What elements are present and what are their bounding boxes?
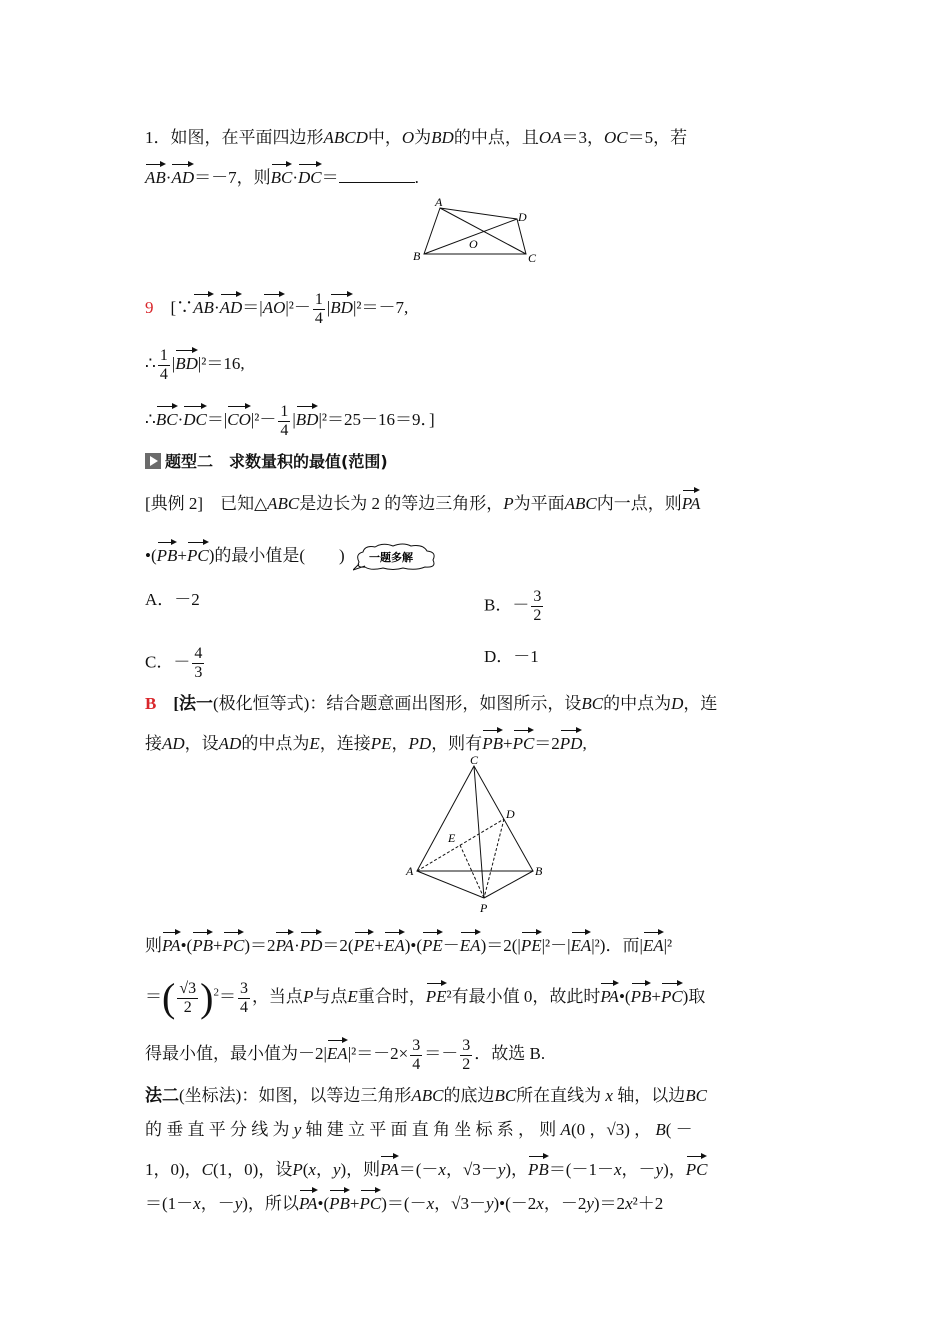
label-B: B bbox=[535, 864, 543, 878]
text: ∴ bbox=[145, 410, 156, 429]
vector-PE: PE bbox=[422, 928, 443, 958]
var: P bbox=[503, 494, 514, 513]
answer: B bbox=[145, 694, 157, 713]
problem1-line2: AB·AD＝－7，则BC·DC＝ . bbox=[145, 160, 810, 190]
option-label: B． bbox=[484, 595, 513, 615]
option-C[interactable] bbox=[145, 645, 445, 682]
text: |²＝－7, bbox=[352, 298, 409, 317]
fraction: $\frac{1}{4}$ bbox=[314, 290, 323, 327]
vector-PB: PB bbox=[157, 538, 178, 568]
label-D: D bbox=[518, 210, 527, 224]
text: 如图，在平面四边形 bbox=[170, 128, 324, 147]
text: √3 bbox=[451, 1194, 469, 1213]
fraction: $\frac{3}{4}$ bbox=[412, 1036, 421, 1073]
vector-PC: PC bbox=[686, 1152, 708, 1182]
text: ，则有 bbox=[431, 734, 483, 753]
vector-PC: PC bbox=[661, 979, 683, 1009]
text: ，－2 bbox=[543, 1194, 587, 1213]
text: ， bbox=[315, 1160, 333, 1179]
method-head: [法一 bbox=[173, 694, 214, 713]
text: ＝3， bbox=[561, 128, 605, 147]
vector-EA: EA bbox=[384, 928, 405, 958]
text: )•( bbox=[404, 936, 423, 955]
text: 得最小值，最小值为－2| bbox=[145, 1044, 327, 1063]
fraction: $\frac{3}{2}$ bbox=[462, 1036, 471, 1073]
paren-close: ) bbox=[200, 975, 214, 1020]
vector-EA: EA bbox=[327, 1036, 348, 1066]
var: AD bbox=[162, 734, 185, 753]
vector-AO: AO bbox=[263, 290, 286, 320]
vector-EA: EA bbox=[571, 928, 592, 958]
text: ，连接 bbox=[319, 734, 371, 753]
text: 接 bbox=[145, 734, 162, 753]
vector-PA: PA bbox=[682, 486, 701, 516]
text: ＝ bbox=[145, 986, 162, 1006]
text: 的底边 bbox=[443, 1086, 495, 1105]
var: B bbox=[655, 1120, 666, 1139]
text: 所在直线为 bbox=[516, 1086, 602, 1105]
vector-EA: EA bbox=[460, 928, 481, 958]
text: (坐标法) bbox=[179, 1086, 242, 1105]
vector-PA: PA bbox=[162, 928, 181, 958]
var: y bbox=[497, 1160, 506, 1179]
vector-PC: PC bbox=[513, 726, 535, 756]
vector-PB: PB bbox=[528, 1152, 549, 1182]
solution1-line3: ∴BC·DC＝|CO|²－ $\frac{1}{4}$ |BD|²＝25－16＝9．] bbox=[145, 402, 435, 439]
vector-PA: PA bbox=[299, 1186, 318, 1216]
text: + bbox=[177, 546, 187, 565]
text: (极化恒等式) bbox=[213, 694, 310, 713]
var: OC bbox=[604, 128, 628, 147]
text: •( bbox=[145, 546, 157, 565]
text: •( bbox=[180, 936, 193, 955]
var: y bbox=[234, 1194, 243, 1213]
vector-PA: PA bbox=[380, 1152, 399, 1182]
vector-PC: PC bbox=[360, 1186, 382, 1216]
text: ＝ bbox=[321, 168, 339, 187]
option-label: D． bbox=[484, 647, 514, 666]
var: BC bbox=[581, 694, 604, 713]
text: 是边长为 2 的等边三角形， bbox=[299, 494, 504, 513]
text: ．故选 B. bbox=[474, 1044, 546, 1063]
segment-PD bbox=[484, 819, 504, 898]
vector-DC: DC bbox=[183, 402, 207, 432]
var: y bbox=[293, 1120, 302, 1139]
text: ²有最小值 0，故此时 bbox=[446, 986, 601, 1006]
var: x bbox=[536, 1194, 544, 1213]
var: P bbox=[302, 986, 314, 1006]
var: y bbox=[485, 1194, 494, 1213]
text: 的中点，且 bbox=[453, 128, 539, 147]
text: 1，0)， bbox=[145, 1160, 202, 1179]
text: 的中点为 bbox=[241, 734, 310, 753]
text: )的最小值是( ) bbox=[208, 546, 345, 565]
text: － bbox=[442, 936, 460, 955]
vector-BD: BD bbox=[330, 290, 353, 320]
vector-AD: AD bbox=[171, 160, 194, 190]
text: 为 bbox=[414, 128, 432, 147]
segment-AP bbox=[417, 871, 484, 898]
var: x bbox=[426, 1194, 435, 1213]
text: ，－ bbox=[621, 1160, 656, 1179]
text: . bbox=[414, 168, 419, 187]
label-P: P bbox=[480, 901, 488, 915]
text: 重合时， bbox=[357, 986, 426, 1006]
text: )， bbox=[505, 1160, 529, 1179]
fraction: $\frac{3}{4}$ bbox=[239, 979, 248, 1016]
var: y bbox=[332, 1160, 341, 1179]
text: － bbox=[468, 1194, 486, 1213]
var: E bbox=[309, 734, 320, 753]
text: 轴 建 立 平 面 直 角 坐 标 系 ， 则 bbox=[305, 1120, 557, 1139]
fraction: $\frac{1}{4}$ bbox=[280, 402, 289, 439]
label-C: C bbox=[528, 251, 537, 265]
var: x bbox=[613, 1160, 622, 1179]
solution1-line1: 9 [∵AB·AD＝|AO|²－ $\frac{1}{4}$ |BD|²＝－7, bbox=[145, 290, 409, 327]
vector-CO: CO bbox=[227, 402, 251, 432]
triangle-figure bbox=[400, 756, 550, 916]
vector-PC: PC bbox=[187, 538, 209, 568]
section-title: 题型二 求数量积的最值(范围) bbox=[165, 452, 388, 471]
example2-line2 bbox=[145, 538, 810, 572]
problem1-line1 bbox=[145, 126, 810, 150]
play-triangle-icon bbox=[145, 453, 161, 469]
var: P bbox=[292, 1160, 303, 1179]
text: |²＝－2× bbox=[347, 1044, 409, 1063]
text: ， bbox=[391, 734, 409, 753]
vector-PC: PC bbox=[223, 928, 245, 958]
method2-line2 bbox=[145, 1118, 810, 1142]
text: (0 ， bbox=[570, 1120, 607, 1139]
vector-PE: PE bbox=[426, 979, 447, 1009]
text: )，所以 bbox=[242, 1194, 299, 1213]
vector-AD: AD bbox=[220, 290, 243, 320]
text: ， bbox=[445, 1160, 463, 1179]
text: [∵ bbox=[170, 298, 194, 317]
method1-line4: ＝( $\frac{√3}{2}$ )$^2$＝ $\frac{3}{4}$ ，当点P与点E重合时，PE²有最小值 0，故此时PA•(PB+PC)取 bbox=[145, 975, 706, 1020]
vector-BC: BC bbox=[156, 402, 178, 432]
var: D bbox=[671, 694, 684, 713]
text: ＝(－ bbox=[398, 1160, 439, 1179]
var: x bbox=[438, 1160, 446, 1179]
text: 与点 bbox=[313, 986, 348, 1006]
answer: 9 bbox=[145, 298, 154, 317]
option-value: － bbox=[512, 595, 530, 615]
vector-BD: BD bbox=[175, 346, 198, 376]
option-label: C． bbox=[145, 652, 174, 672]
text: ＝ bbox=[218, 986, 236, 1006]
quadrilateral-figure bbox=[405, 196, 545, 266]
var: A bbox=[560, 1120, 571, 1139]
var: y bbox=[586, 1194, 594, 1213]
text: 为平面 bbox=[513, 494, 565, 513]
var: x bbox=[193, 1194, 201, 1213]
vector-BC: BC bbox=[271, 160, 293, 190]
vector-PB: PB bbox=[192, 928, 213, 958]
method1-line3: 则PA•(PB+PC)＝2PA·PD＝2(PE+EA)•(PE－EA)＝2(|PE|²－|EA|²)．而|EA|² bbox=[145, 928, 810, 958]
var: C bbox=[201, 1160, 214, 1179]
text: 内一点，则 bbox=[596, 494, 682, 513]
var: O bbox=[401, 128, 415, 147]
text: |² bbox=[663, 936, 673, 955]
text: ，－ bbox=[200, 1194, 235, 1213]
text: |²－| bbox=[541, 936, 571, 955]
superscript: 2 bbox=[213, 986, 219, 999]
cloud-badge-icon bbox=[353, 542, 439, 572]
vector-PD: PD bbox=[300, 928, 323, 958]
text: |²＝25－16＝9．] bbox=[318, 410, 435, 429]
label-B: B bbox=[413, 249, 421, 263]
text: •( bbox=[317, 1194, 330, 1213]
text: ，连 bbox=[683, 694, 718, 713]
option-value: － bbox=[173, 652, 191, 672]
example-tag: [典例 2] bbox=[145, 494, 204, 513]
text: ( bbox=[302, 1160, 309, 1179]
var: BC bbox=[494, 1086, 517, 1105]
text: 轴，以边 bbox=[617, 1086, 686, 1105]
text: )， bbox=[663, 1160, 686, 1179]
vector-PE: PE bbox=[521, 928, 542, 958]
vector-PB: PB bbox=[631, 979, 652, 1009]
text: ＝| bbox=[242, 298, 263, 317]
method1-line1 bbox=[145, 692, 810, 716]
text: 则 bbox=[145, 936, 162, 955]
var: BD bbox=[431, 128, 454, 147]
vector-PB: PB bbox=[329, 1186, 350, 1216]
text: ＝(1－ bbox=[145, 1194, 194, 1213]
text: |²)．而| bbox=[591, 936, 643, 955]
answer-blank bbox=[339, 166, 415, 183]
vector-PA: PA bbox=[275, 928, 294, 958]
method-head: 法二 bbox=[145, 1086, 179, 1105]
fraction: $\frac{4}{3}$ bbox=[194, 645, 203, 681]
var: x bbox=[308, 1160, 316, 1179]
var: ABC bbox=[267, 494, 300, 513]
var: OA bbox=[538, 128, 562, 147]
var: y bbox=[655, 1160, 664, 1179]
option-D[interactable] bbox=[484, 645, 784, 669]
vector-DC: DC bbox=[298, 160, 322, 190]
var: ABCD bbox=[323, 128, 368, 147]
label-A: A bbox=[435, 196, 443, 209]
method2-line1 bbox=[145, 1084, 810, 1108]
text: 的 垂 直 平 分 线 为 bbox=[145, 1120, 290, 1139]
vector-PB: PB bbox=[482, 726, 503, 756]
vector-AB: AB bbox=[145, 160, 166, 190]
text: )＝2 bbox=[244, 936, 276, 955]
text: 取 bbox=[688, 986, 706, 1006]
text: ) ， bbox=[624, 1120, 652, 1139]
var: BC bbox=[685, 1086, 707, 1105]
text: － bbox=[480, 1160, 498, 1179]
fraction: $\frac{1}{4}$ bbox=[159, 346, 168, 383]
fraction: $\frac{√3}{2}$ bbox=[179, 979, 197, 1016]
text: ∴ bbox=[145, 354, 156, 373]
text: 已知△ bbox=[203, 494, 268, 513]
label-C: C bbox=[470, 756, 479, 767]
text: ，当点 bbox=[251, 986, 303, 1006]
vector-PA: PA bbox=[600, 979, 619, 1009]
label-E: E bbox=[448, 831, 456, 845]
text: ， bbox=[434, 1194, 452, 1213]
text: )，则 bbox=[340, 1160, 381, 1179]
option-label: A． bbox=[145, 590, 175, 609]
solution1-line2: ∴ $\frac{1}{4}$ |BD|²＝16, bbox=[145, 346, 245, 383]
text: , bbox=[582, 734, 587, 753]
vector-EA: EA bbox=[643, 928, 664, 958]
var: x bbox=[605, 1086, 613, 1105]
example2-line1 bbox=[145, 486, 810, 516]
label-A: A bbox=[406, 864, 414, 878]
var: PD bbox=[408, 734, 432, 753]
text: |²＝16, bbox=[197, 354, 245, 373]
text: ＝2( bbox=[322, 936, 354, 955]
label-D: D bbox=[506, 807, 515, 821]
text: )•(－2 bbox=[493, 1194, 537, 1213]
method1-line2: 接AD，设AD的中点为E，连接PE，PD，则有PB+PC＝2PD, bbox=[145, 726, 810, 756]
diagonal-AC bbox=[440, 208, 526, 254]
text: ，设 bbox=[184, 734, 219, 753]
label-O: O bbox=[469, 237, 478, 251]
method2-line3 bbox=[145, 1152, 810, 1182]
var: AD bbox=[218, 734, 242, 753]
problem-number: 1． bbox=[145, 128, 171, 147]
option-A[interactable] bbox=[145, 588, 445, 612]
method2-line4 bbox=[145, 1186, 810, 1216]
cloud-label: 一题多解 bbox=[368, 551, 413, 565]
text: ²＋2 bbox=[632, 1194, 664, 1213]
text: ＝－ bbox=[424, 1044, 459, 1063]
vector-AB: AB bbox=[193, 290, 214, 320]
text: )＝(－ bbox=[381, 1194, 427, 1213]
text: ＝(－1－ bbox=[548, 1160, 614, 1179]
paren-open: ( bbox=[162, 975, 176, 1020]
var: E bbox=[347, 986, 358, 1006]
text: · bbox=[294, 936, 300, 955]
text: ＝5，若 bbox=[627, 128, 688, 147]
var: ABC bbox=[411, 1086, 444, 1105]
text: ：结合题意画出图形，如图所示，设 bbox=[309, 694, 582, 713]
section-heading bbox=[145, 450, 810, 474]
text: 的中点为 bbox=[603, 694, 672, 713]
var: ABC bbox=[564, 494, 597, 513]
vector-BD: BD bbox=[296, 402, 319, 432]
var: PE bbox=[370, 734, 392, 753]
text: 中， bbox=[367, 128, 402, 147]
text: √3 bbox=[606, 1120, 625, 1139]
text: |²－ bbox=[250, 410, 277, 429]
text: ＝2 bbox=[534, 734, 560, 753]
text: )＝2(| bbox=[480, 936, 521, 955]
text: (1，0)，设 bbox=[213, 1160, 293, 1179]
text: ：如图，以等边三角形 bbox=[241, 1086, 412, 1105]
option-B[interactable] bbox=[484, 588, 784, 625]
var: x bbox=[625, 1194, 633, 1213]
vector-PD: PD bbox=[560, 726, 583, 756]
text: √3 bbox=[462, 1160, 481, 1179]
method1-line5 bbox=[145, 1036, 810, 1074]
text: |²－ bbox=[285, 298, 311, 317]
option-value: －1 bbox=[513, 647, 539, 666]
segment-BP bbox=[484, 871, 533, 898]
text: •( bbox=[618, 986, 631, 1006]
text: ( － bbox=[665, 1120, 693, 1139]
text: )＝2 bbox=[593, 1194, 626, 1213]
text: + bbox=[349, 1194, 360, 1213]
text: ＝－7，则 bbox=[194, 168, 271, 187]
option-value: －2 bbox=[174, 590, 200, 609]
vector-PE: PE bbox=[354, 928, 375, 958]
fraction: $\frac{3}{2}$ bbox=[533, 588, 542, 624]
